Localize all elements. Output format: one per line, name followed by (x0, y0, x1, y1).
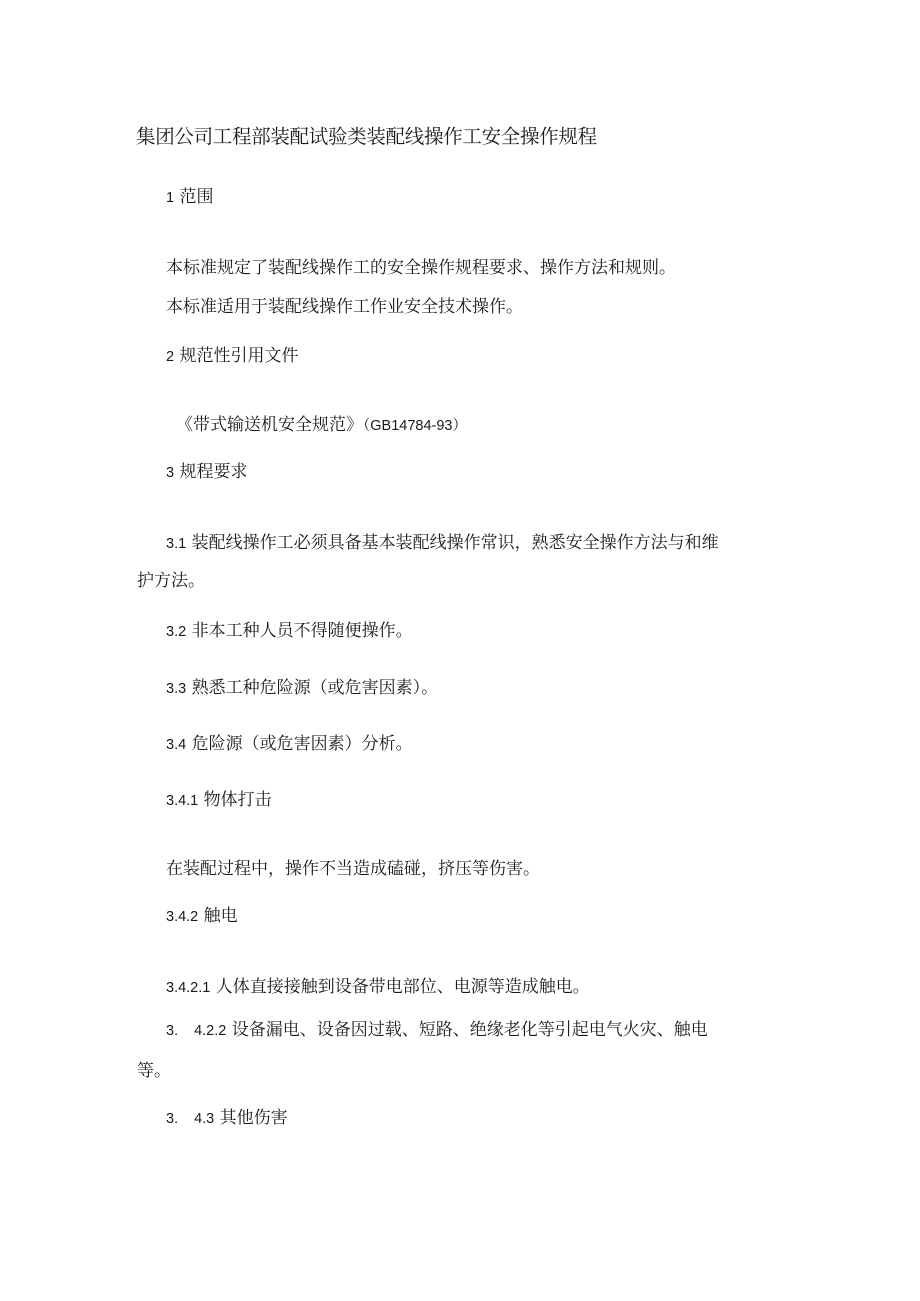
reference-code: （GB14784-93） (363, 418, 467, 434)
clause-3-4-2-2-number-b: 4.2.2 (194, 1023, 227, 1039)
clause-3-4 (166, 733, 413, 756)
section-3-number: 3 (166, 465, 175, 481)
clause-3-1-number: 3.1 (166, 536, 187, 552)
clause-3-4-number: 3.4 (166, 737, 187, 753)
section-3-heading (166, 461, 247, 484)
clause-3-3-text: 熟悉工种危险源（或危害因素）。 (191, 678, 439, 698)
clause-3-4-text: 危险源（或危害因素）分析。 (191, 734, 413, 754)
section-1-paragraph-2: 本标准适用于装配线操作工作业安全技术操作。 (166, 297, 523, 317)
clause-3-4-3-heading (166, 1107, 288, 1130)
clause-3-1-text: 装配线操作工必须具备基本装配线操作常识，熟悉安全操作方法与和维 (191, 533, 719, 553)
clause-3-4-3-title: 其他伤害 (219, 1108, 288, 1128)
clause-3-4-1-number: 3.4.1 (166, 793, 199, 809)
section-1-heading (166, 186, 213, 209)
clause-3-4-2-title: 触电 (203, 906, 238, 926)
clause-3-3-number: 3.3 (166, 681, 187, 697)
clause-3-4-2-heading (166, 905, 238, 928)
section-3-title: 规程要求 (179, 462, 248, 482)
clause-3-4-2-1 (166, 976, 590, 999)
clause-3-4-2-2-number-a: 3. (166, 1023, 179, 1039)
section-1-title: 范围 (179, 187, 214, 207)
clause-3-4-2-2-line-2: 等。 (137, 1061, 171, 1081)
reference-item (176, 414, 467, 437)
clause-3-4-2-number: 3.4.2 (166, 909, 199, 925)
clause-3-4-3-number-b: 4.3 (194, 1111, 215, 1127)
clause-3-4-2-2-line-1 (166, 1019, 708, 1042)
section-2-title: 规范性引用文件 (179, 346, 299, 366)
clause-3-4-2-1-number: 3.4.2.1 (166, 980, 211, 996)
clause-3-4-1-title: 物体打击 (203, 790, 272, 810)
section-2-heading (166, 345, 298, 368)
clause-3-1-line-2: 护方法。 (137, 571, 205, 591)
clause-3-2-number: 3.2 (166, 624, 187, 640)
section-2-number: 2 (166, 349, 175, 365)
clause-3-4-2-2-text: 设备漏电、设备因过载、短路、绝缘老化等引起电气火灾、触电 (231, 1020, 708, 1040)
clause-3-1-line-1 (166, 532, 719, 555)
clause-3-2-text: 非本工种人员不得随便操作。 (191, 621, 413, 641)
clause-3-2 (166, 620, 413, 643)
clause-3-4-2-1-text: 人体直接接触到设备带电部位、电源等造成触电。 (215, 977, 590, 997)
clause-3-4-1-heading (166, 789, 272, 812)
clause-3-4-3-number-a: 3. (166, 1111, 179, 1127)
document-title: 集团公司工程部装配试验类装配线操作工安全操作规程 (136, 125, 597, 148)
section-1-number: 1 (166, 190, 175, 206)
clause-3-3 (166, 677, 438, 700)
reference-name: 《带式输送机安全规范》 (176, 415, 363, 435)
clause-3-4-1-paragraph: 在装配过程中，操作不当造成磕碰，挤压等伤害。 (166, 859, 540, 879)
section-1-paragraph-1: 本标准规定了装配线操作工的安全操作规程要求、操作方法和规则。 (166, 258, 676, 278)
